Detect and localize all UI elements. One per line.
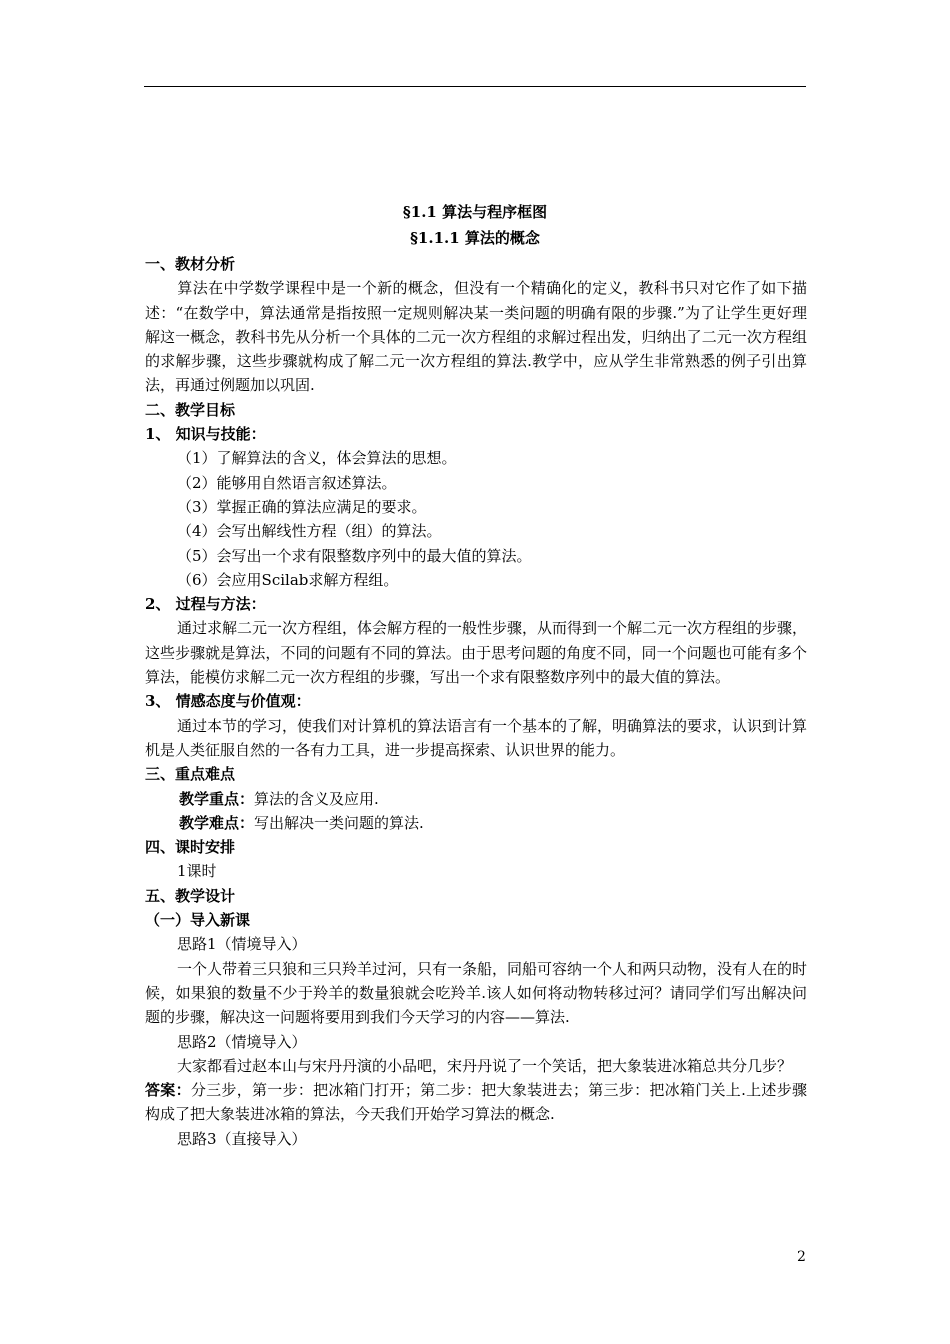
heading-objectives: 二、教学目标 — [145, 400, 236, 419]
list-item: （6）会应用Scilab求解方程组。 — [177, 570, 399, 589]
header-rule — [144, 86, 806, 87]
heading-attitude: 3、 情感态度与价值观： — [145, 692, 311, 711]
list-item: （4）会写出解线性方程（组）的算法。 — [177, 522, 442, 541]
idea-2-label: 思路2（情境导入） — [177, 1032, 307, 1051]
list-item: （3）掌握正确的算法应满足的要求。 — [177, 497, 427, 516]
heading-knowledge: 1、 知识与技能： — [145, 425, 266, 444]
process-paragraph: 通过求解二元一次方程组，体会解方程的一般性步骤，从而得到一个解二元一次方程组的步骤，这些步骤就是算法，不同的问题有不同的算法。由于思考问题的角度不同，同一个问题也可能有多个算法，能模仿求解二元一次方程组的步骤，写出一个求有限整数序列中的最大值的算法。 — [145, 619, 808, 687]
document-body — [145, 252, 807, 1151]
page-number: 2 — [797, 1249, 806, 1265]
idea-3-label: 思路3（直接导入） — [177, 1129, 307, 1148]
idea-2-paragraph: 大家都看过赵本山与宋丹丹演的小品吧，宋丹丹说了一个笑话，把大象装进冰箱总共分几步？ — [177, 1056, 793, 1075]
focus-line: 教学重点：算法的含义及应用. — [179, 789, 379, 808]
answer-paragraph: 答案：分三步，第一步：把冰箱门打开；第二步：把大象装进去；第三步：把冰箱门关上.上述步骤构成了把大象装进冰箱的算法，今天我们开始学习算法的概念. — [145, 1081, 807, 1124]
heading-process: 2、 过程与方法： — [145, 595, 266, 614]
heading-key-points: 三、重点难点 — [145, 765, 236, 784]
heading-intro: （一）导入新课 — [145, 911, 251, 930]
heading-design: 五、教学设计 — [145, 886, 236, 905]
idea-1-label: 思路1（情境导入） — [177, 935, 307, 954]
list-item: （2）能够用自然语言叙述算法。 — [177, 473, 397, 492]
heading-analysis: 一、教材分析 — [145, 255, 236, 273]
schedule-text: 1课时 — [177, 862, 217, 881]
attitude-paragraph: 通过本节的学习，使我们对计算机的算法语言有一个基本的了解，明确算法的要求，认识到计算机是人类征服自然的一各有力工具，进一步提高探索、认识世界的能力。 — [145, 716, 808, 759]
subsection-title: §1.1.1 算法的概念 — [410, 229, 540, 247]
idea-1-paragraph: 一个人带着三只狼和三只羚羊过河，只有一条船，同船可容纳一个人和两只动物，没有人在的时候，如果狼的数量不少于羚羊的数量狼就会吃羚羊.该人如何将动物转移过河？请同学们写出解决问题的步骤，解决这一问题将要用到我们今天学习的内容——算法. — [145, 959, 808, 1027]
list-item: （1）了解算法的含义，体会算法的思想。 — [177, 449, 457, 468]
difficulty-line: 教学难点：写出解决一类问题的算法. — [179, 813, 424, 832]
list-item: （5）会写出一个求有限整数序列中的最大值的算法。 — [177, 546, 532, 565]
heading-schedule: 四、课时安排 — [145, 838, 236, 857]
section-title: §1.1 算法与程序框图 — [402, 203, 548, 221]
analysis-paragraph: 算法在中学数学课程中是一个新的概念，但没有一个精确化的定义，教科书只对它作了如下描述：“在数学中，算法通常是指按照一定规则解决某一类问题的明确有限的步骤.”为了让学生更好理解这一概念，教科书先从分析一个具体的二元一次方程组的求解过程出发，归纳出了二元一次方程组的求解步骤，这些步骤就构成了解二元一次方程组的算法.教学中，应从学生非常熟悉的例子引出算法，再通过例题加以巩固. — [145, 279, 807, 395]
